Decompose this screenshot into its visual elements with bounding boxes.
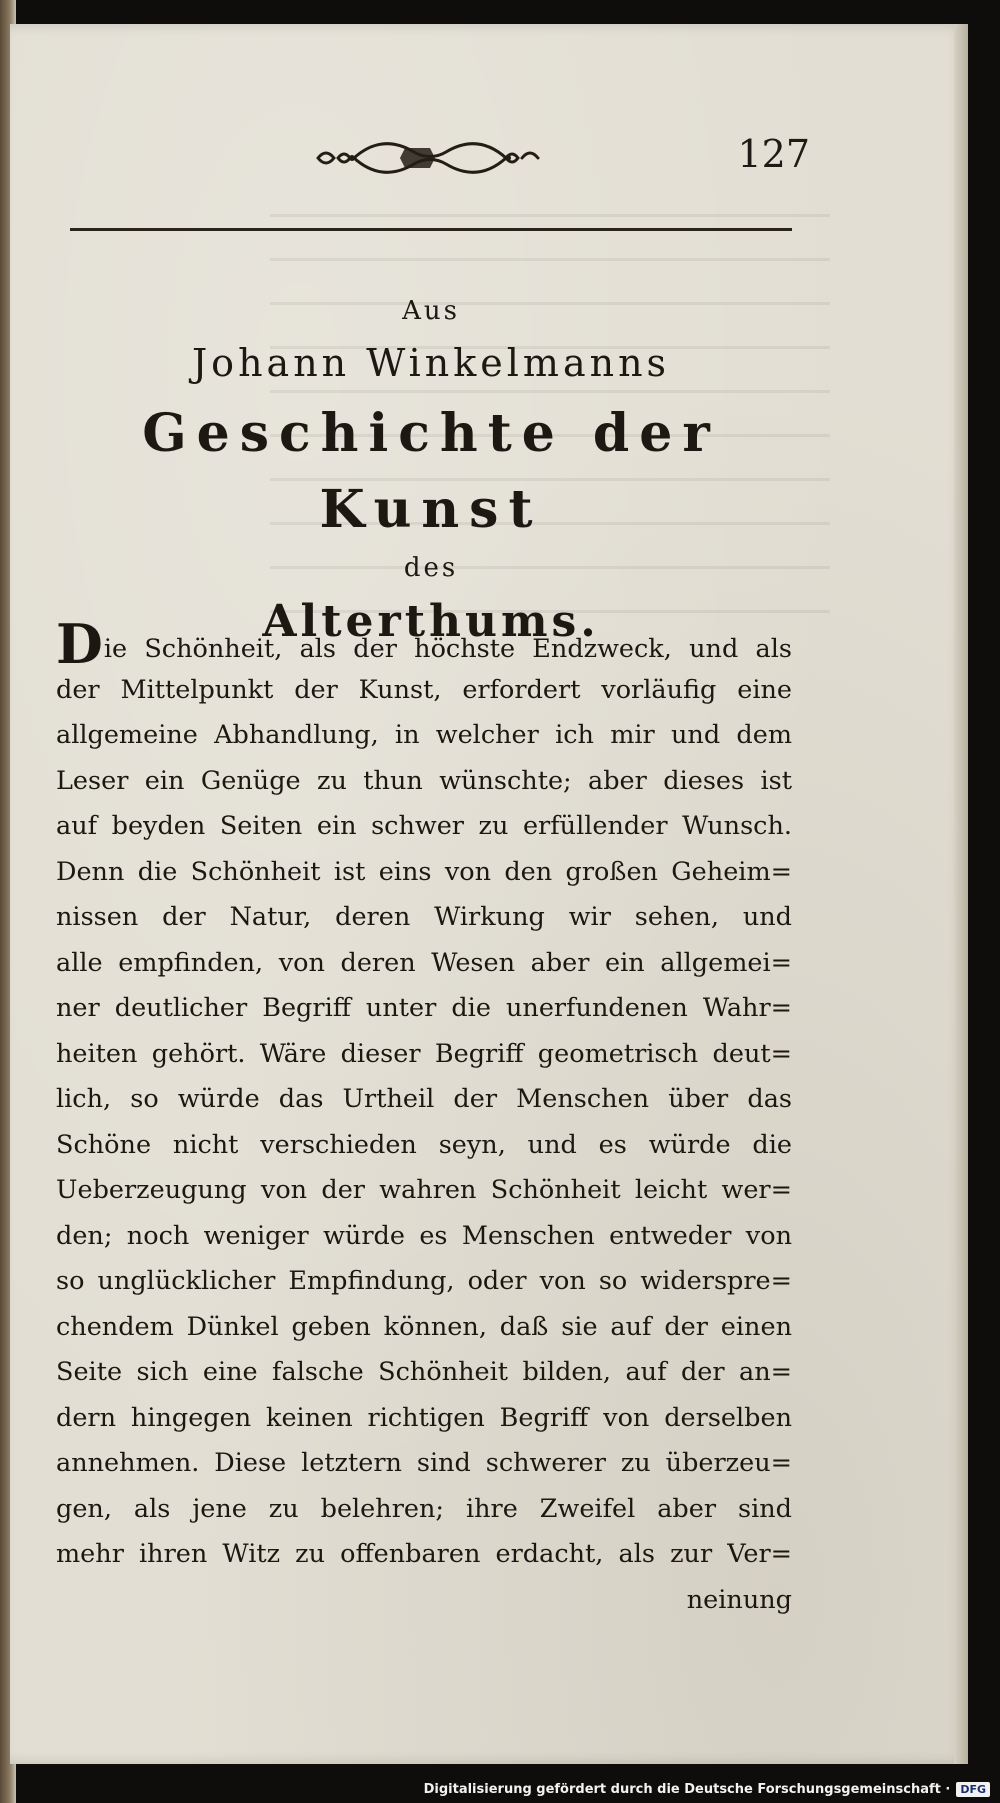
title-main: Geschichte der Kunst — [142, 403, 720, 540]
text-line: heiten gehört. Wäre dieser Begriff geometrisch deut= — [56, 1038, 792, 1069]
text-line: chendem Dünkel geben können, daß sie auf der einen — [56, 1311, 792, 1342]
text-line: Ueberzeugung von der wahren Schönheit leicht wer= — [56, 1175, 792, 1205]
page-number: 127 — [737, 132, 810, 176]
title-subtitle: Alterthums. — [262, 596, 600, 647]
text-line: nissen der Natur, deren Wirkung wir sehen, und — [56, 902, 792, 932]
text-line: mehr ihren Witz zu offenbaren erdacht, als zur Ver= — [56, 1539, 792, 1569]
title-des: des — [403, 553, 459, 583]
text-line: auf beyden Seiten ein schwer zu erfüllender Wunsch. — [56, 811, 792, 841]
text-line: annehmen. Diese letztern sind schwerer zu überzeu= — [56, 1448, 792, 1478]
header-ornament — [310, 134, 540, 182]
text-line: allgemeine Abhandlung, in welcher ich mir und dem — [56, 720, 792, 750]
title-author: Johann Winkelmanns — [191, 341, 671, 385]
text-line: alle empfinden, von deren Wesen aber ein allgemei= — [56, 947, 792, 978]
text-line: lich, so würde das Urtheil der Menschen über das — [56, 1084, 792, 1114]
title-aus: Aus — [402, 296, 460, 326]
text-line: Schöne nicht verschieden seyn, und es würde die — [56, 1129, 792, 1160]
text-line: gen, als jene zu belehren; ihre Zweifel aber sind — [56, 1493, 792, 1524]
text-line: Seite sich eine falsche Schönheit bilden, auf der an= — [56, 1357, 792, 1387]
text-line: den; noch weniger würde es Menschen entweder von — [56, 1220, 792, 1251]
header-rule — [70, 228, 792, 231]
dfg-logo: DFG — [956, 1782, 990, 1797]
text-line: Denn die Schönheit ist eins von den großen Geheim= — [56, 856, 792, 887]
text-line: Leser ein Genüge zu thun wünschte; aber dieses ist — [56, 765, 792, 796]
text-line: so unglücklicher Empfindung, oder von so widerspre= — [56, 1266, 792, 1296]
credit-text: Digitalisierung gefördert durch die Deutsche Forschungsgemeinschaft · — [423, 1782, 951, 1797]
text-line: ner deutlicher Begriff unter die unerfundenen Wahr= — [56, 993, 792, 1023]
drop-cap: D — [56, 612, 103, 676]
chapter-title-block — [70, 294, 792, 654]
first-line-text: ie Schönheit, als der höchste Endzweck, und als — [103, 634, 792, 664]
text-line: dern hingegen keinen richtigen Begriff von derselben — [56, 1402, 792, 1433]
page-fore-edge — [954, 24, 968, 1764]
text-line: der Mittelpunkt der Kunst, erfordert vorläufig eine — [56, 674, 792, 705]
book-page — [10, 24, 968, 1764]
catchword: neinung — [686, 1584, 792, 1615]
digitization-credit — [424, 1782, 990, 1797]
